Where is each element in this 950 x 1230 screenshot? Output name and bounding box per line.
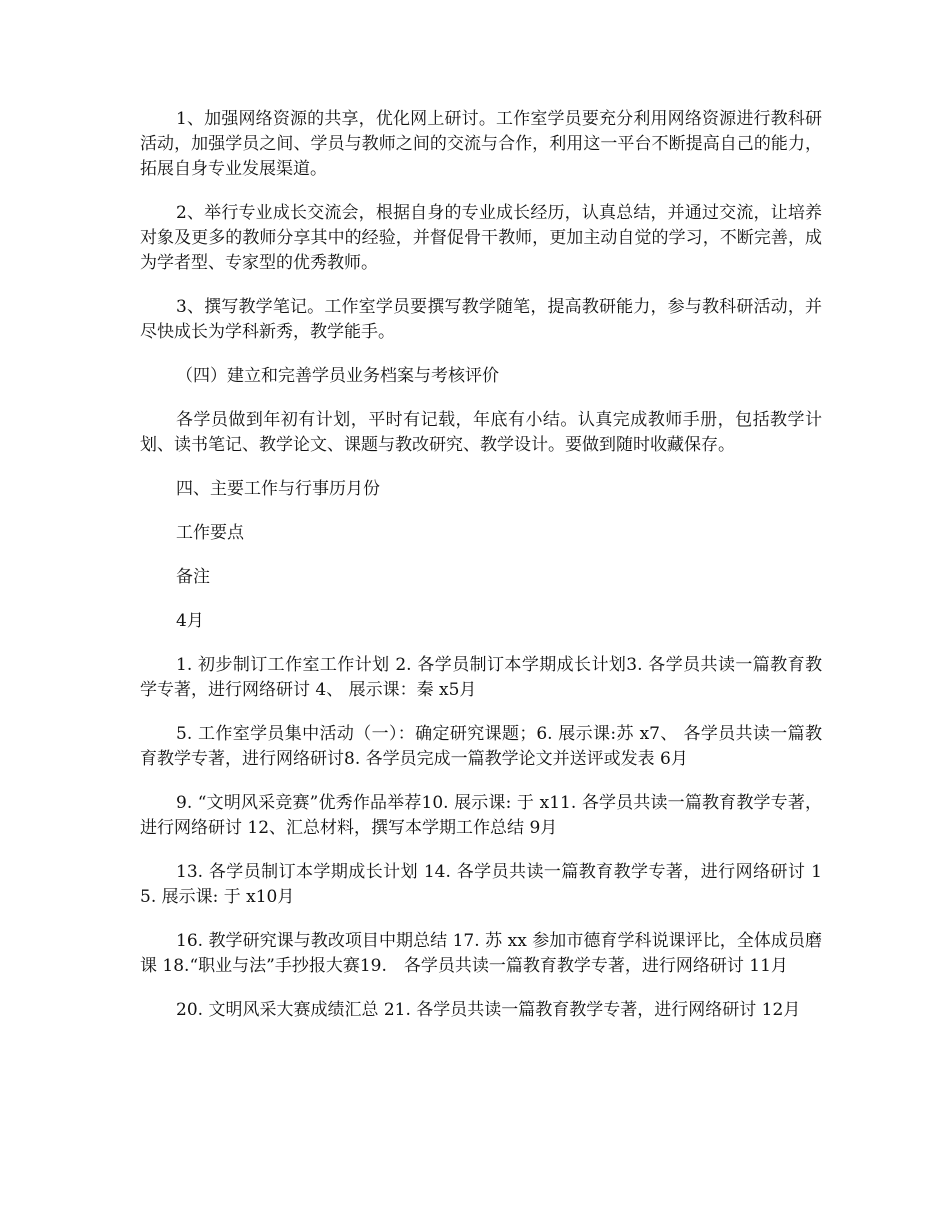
schedule-item-may: 5. 工作室学员集中活动（一）：确定研究课题；6. 展示课:苏 x7、 各学员共读一篇教育教学专著，进行网络研讨8. 各学员完成一篇教学论文并送评或发表 6月: [140, 724, 822, 769]
section-heading-archives: （四）建立和完善学员业务档案与考核评价: [176, 366, 499, 386]
paragraph-archives-detail: 各学员做到年初有计划，平时有记载，年底有小结。认真完成教师手册，包括教学计划、读书笔记、教学论文、课题与教改研究、教学设计。要做到随时收藏保存。: [140, 410, 822, 455]
schedule-item-october: 16. 教学研究课与教改项目中期总结 17. 苏 xx 参加市德育学科说课评比，全体成员磨课 18.“职业与法”手抄报大赛19. 各学员共读一篇教育教学专著，进行网络研讨 11月: [140, 931, 822, 976]
schedule-item-september: 13. 各学员制订本学期成长计划 14. 各学员共读一篇教育教学专著，进行网络研讨 15. 展示课: 于 x10月: [140, 862, 822, 907]
paragraph-network-resources: 1、加强网络资源的共享，优化网上研讨。工作室学员要充分利用网络资源进行教科研活动，加强学员之间、学员与教师之间的交流与合作，利用这一平台不断提高自己的能力，拓展自身专业发展渠道。: [140, 109, 822, 179]
schedule-item-april: 1. 初步制订工作室工作计划 2. 各学员制订本学期成长计划3. 各学员共读一篇教育教学专著，进行网络研讨 4、 展示课：秦 x5月: [140, 655, 822, 700]
paragraph-growth-exchange: 2、举行专业成长交流会，根据自身的专业成长经历，认真总结，并通过交流，让培养对象及更多的教师分享其中的经验，并督促骨干教师，更加主动自觉的学习，不断完善，成为学者型、专家型的优秀教师。: [140, 203, 822, 273]
schedule-item-june: 9. “文明风采竞赛”优秀作品举荐10. 展示课: 于 x11. 各学员共读一篇教育教学专著，进行网络研讨 12、汇总材料，撰写本学期工作总结 9月: [140, 793, 822, 838]
month-label-april: 4月: [176, 611, 204, 631]
section-heading-schedule: 四、主要工作与行事历月份: [176, 479, 380, 499]
column-label-work-points: 工作要点: [176, 523, 244, 543]
paragraph-teaching-notes: 3、撰写教学笔记。工作室学员要撰写教学随笔，提高教研能力，参与教科研活动，并尽快成长为学科新秀，教学能手。: [140, 297, 822, 342]
column-label-remarks: 备注: [176, 567, 210, 587]
schedule-item-november: 20. 文明风采大赛成绩汇总 21. 各学员共读一篇教育教学专著，进行网络研讨 12月: [176, 1000, 801, 1020]
